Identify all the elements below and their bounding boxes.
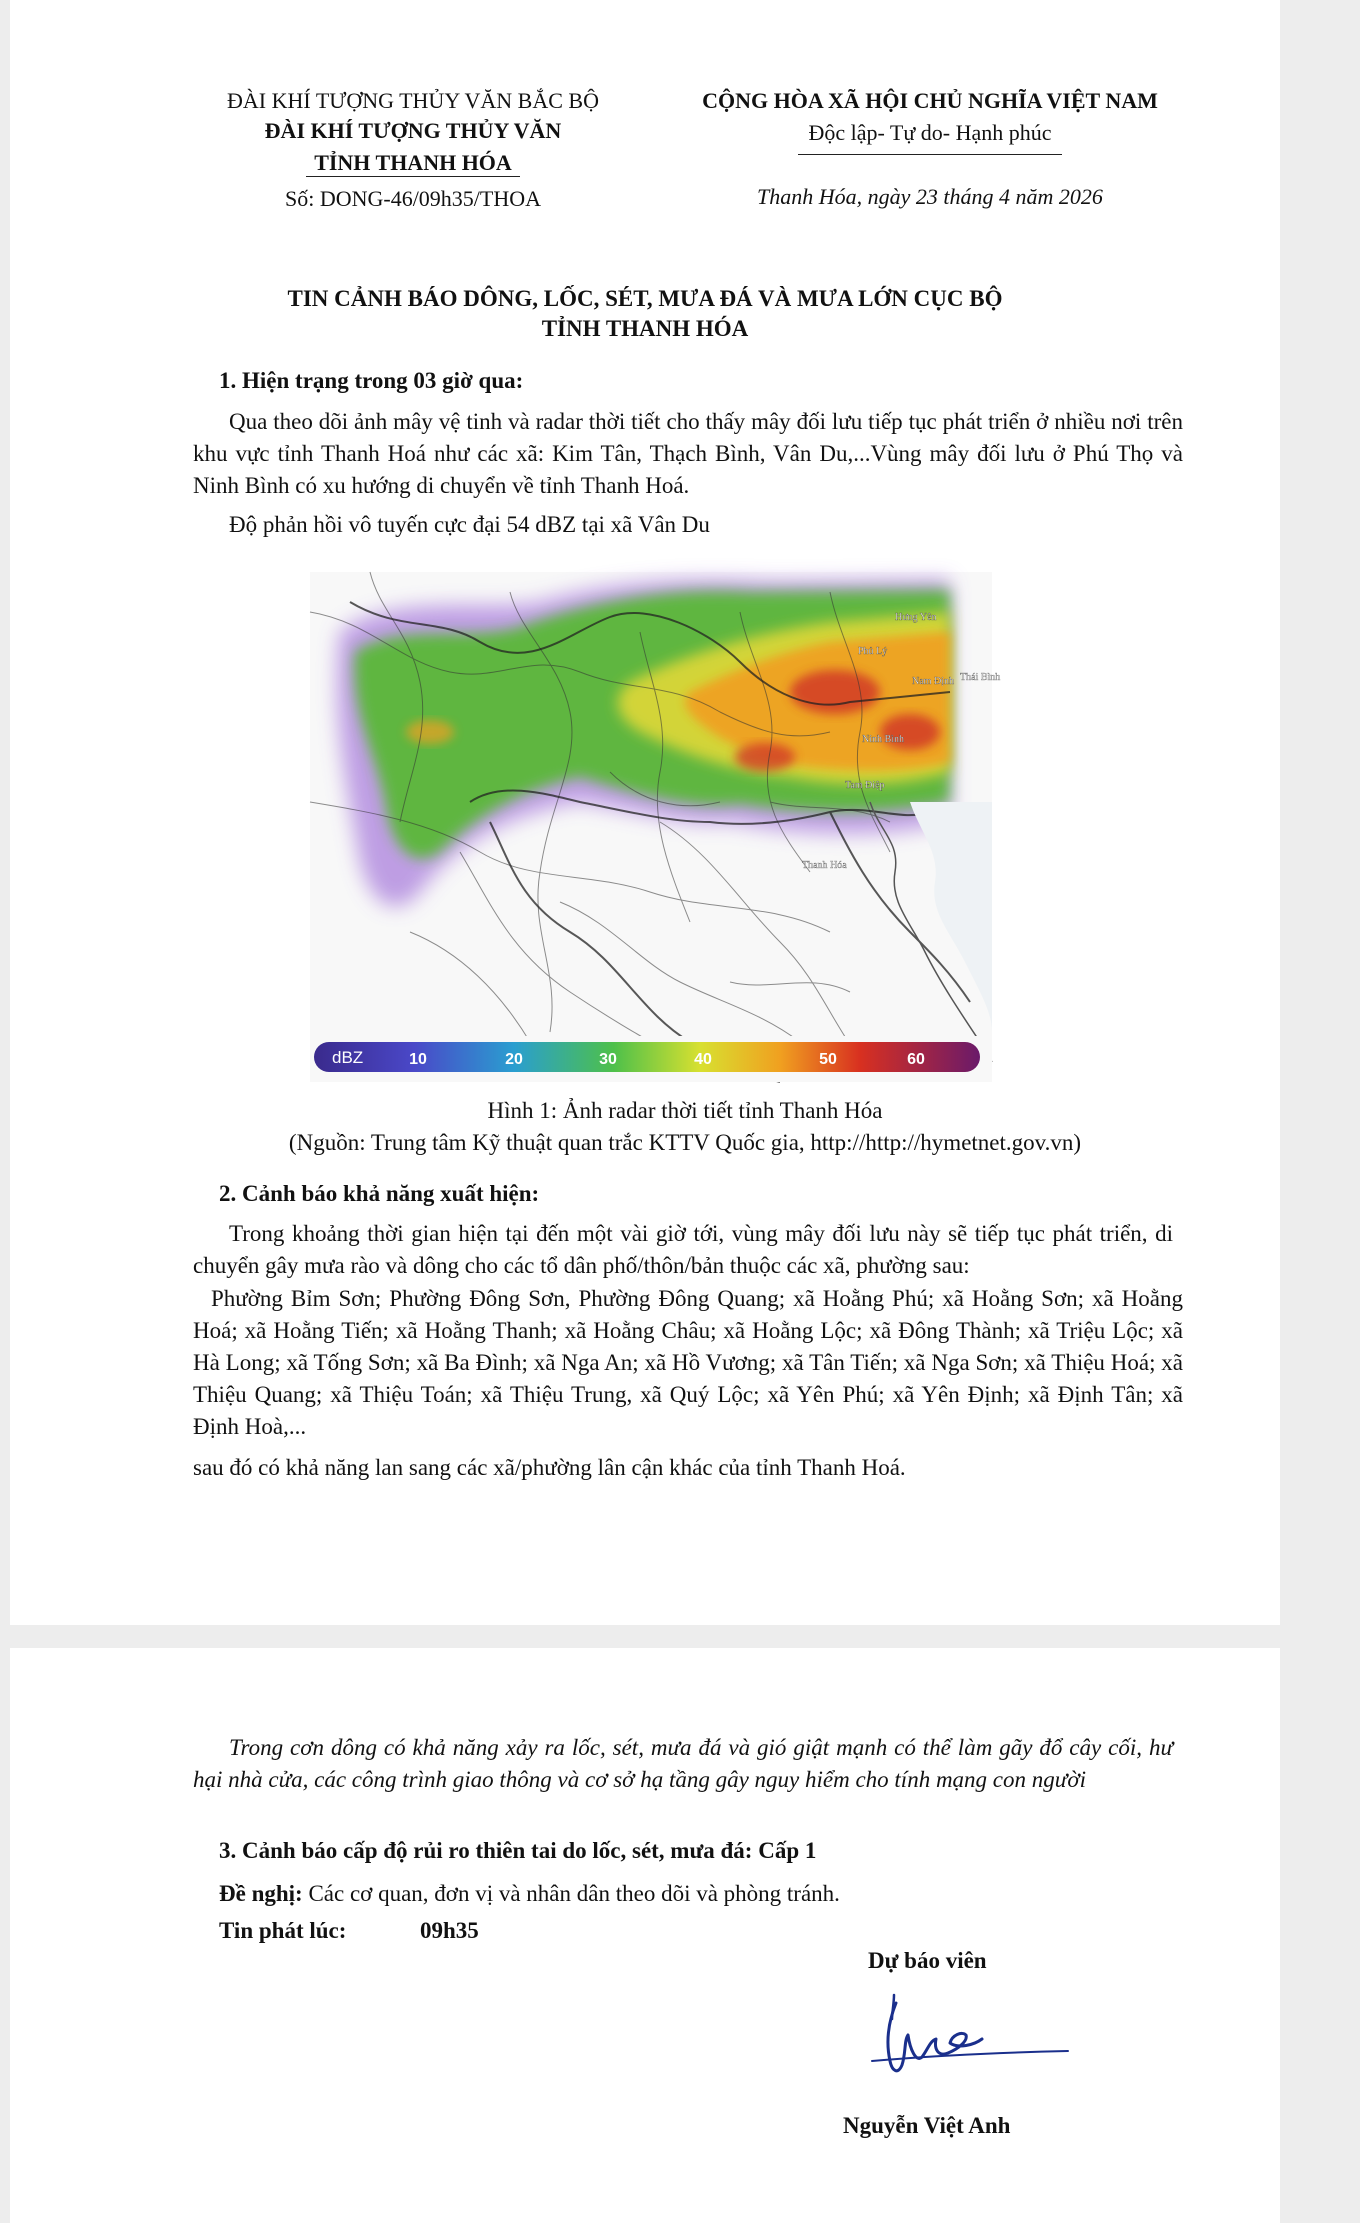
radar-map bbox=[310, 572, 1001, 1082]
legend-tick: 20 bbox=[505, 1051, 523, 1068]
section-1-heading: 1. Hiện trạng trong 03 giờ qua: bbox=[219, 368, 524, 393]
spread-note: sau đó có khả năng lan sang các xã/phường lân cận khác của tỉnh Thanh Hoá. bbox=[193, 1455, 906, 1480]
proposal-line bbox=[219, 1881, 840, 1907]
forecaster-name: Nguyễn Việt Anh bbox=[843, 2113, 1011, 2138]
place-label: Thanh Hóa bbox=[802, 860, 847, 871]
section-3-heading: 3. Cảnh báo cấp độ rủi ro thiên tai do lốc, sét, mưa đá: Cấp 1 bbox=[219, 1838, 817, 1863]
radar-echo-core-1 bbox=[790, 670, 880, 714]
issued-label: Tin phát lúc: bbox=[219, 1918, 347, 1943]
proposal-text: Các cơ quan, đơn vị và nhân dân theo dõi và phòng tránh. bbox=[308, 1881, 840, 1906]
issued-time: 09h35 bbox=[420, 1918, 479, 1943]
figure-source: (Nguồn: Trung tâm Kỹ thuật quan trắc KTTV Quốc gia, http://http://hymetnet.gov.vn) bbox=[288, 1130, 1082, 1155]
radar-echo-core-4 bbox=[406, 720, 454, 744]
reflectivity-note: Độ phản hồi vô tuyến cực đại 54 dBZ tại xã Vân Du bbox=[229, 512, 710, 537]
section-2-paragraph: Trong khoảng thời gian hiện tại đến một vài giờ tới, vùng mây đối lưu này sẽ tiếp tục phát triển, di chuyển gây mưa rào và dông cho các tổ dân phố/thôn/bản thuộc các xã, phường sau: bbox=[193, 1221, 1173, 1278]
proposal-label: Đề nghị: bbox=[219, 1881, 303, 1906]
document-title: TIN CẢNH BÁO DÔNG, LỐC, SÉT, MƯA ĐÁ VÀ MƯA LỚN CỤC BỘ bbox=[287, 286, 1003, 311]
legend-unit: dBZ bbox=[332, 1048, 364, 1067]
legend-tick: 40 bbox=[694, 1051, 712, 1068]
legend-tick: 30 bbox=[599, 1051, 617, 1068]
place-label: Phủ Lý bbox=[858, 646, 888, 657]
agency-province-text: TỈNH THANH HÓA bbox=[306, 150, 520, 177]
document-title-province: TỈNH THANH HÓA bbox=[541, 316, 749, 341]
legend-tick: 10 bbox=[409, 1051, 427, 1068]
section-2-heading: 2. Cảnh báo khả năng xuất hiện: bbox=[219, 1181, 540, 1206]
affected-places: Phường Bỉm Sơn; Phường Đông Sơn, Phường Đông Quang; xã Hoằng Phú; xã Hoằng Sơn; xã Hoằng Hoá; xã Hoằng Tiến; xã Hoằng Thanh; xã Hoằng Châu; xã Hoằng Lộc; xã Đông Thành; xã Triệu Lộc; xã Hà Long; xã Tống Sơn; xã Ba Đình; xã Nga An; xã Hồ Vương; xã Tân Tiến; xã Nga Sơn; xã Thiệu Hoá; xã Thiệu Quang; xã Thiệu Toán; xã Thiệu Trung, xã Quý Lộc; xã Yên Phú; xã Yên Định; xã Định Tân; xã Định Hoà,... bbox=[193, 1286, 1183, 1439]
forecaster-title: Dự báo viên bbox=[868, 1948, 987, 1973]
agency-province bbox=[188, 150, 638, 176]
place-label: Thái Bình bbox=[960, 672, 1001, 683]
agency-name: ĐÀI KHÍ TƯỢNG THỦY VĂN bbox=[264, 118, 562, 143]
legend-tick: 50 bbox=[819, 1051, 837, 1068]
handwritten-signature bbox=[858, 1983, 1078, 2093]
figure-caption: Hình 1: Ảnh radar thời tiết tỉnh Thanh Hóa bbox=[487, 1098, 883, 1123]
place-label: Tam Điệp bbox=[845, 780, 885, 791]
national-title: CỘNG HÒA XÃ HỘI CHỦ NGHĨA VIỆT NAM bbox=[702, 88, 1158, 113]
section-1-paragraph: Qua theo dõi ảnh mây vệ tinh và radar thời tiết cho thấy mây đối lưu tiếp tục phát triển ở nhiều nơi trên khu vực tỉnh Thanh Hoá như các xã: Kim Tân, Thạch Bình, Vân Du,...Vùng mây đối lưu ở Phú Thọ và Ninh Bình có xu hướng di chuyển về tỉnh Thanh Hoá. bbox=[193, 409, 1183, 498]
document-number: Số: DONG-46/09h35/THOA bbox=[284, 186, 542, 211]
signature-graphic bbox=[858, 1983, 1078, 2093]
document-page-2 bbox=[10, 1648, 1280, 2223]
radar-echo-core-2 bbox=[735, 743, 795, 771]
radar-image bbox=[310, 572, 1001, 1082]
place-label: Ninh Bình bbox=[862, 734, 904, 745]
document-page-1 bbox=[10, 0, 1280, 1625]
hazard-warning: Trong cơn dông có khả năng xảy ra lốc, sét, mưa đá và gió giật mạnh có thể làm gãy đổ cây cối, hư hại nhà cửa, các công trình giao thông và cơ sở hạ tầng gây nguy hiểm cho tính mạng con người bbox=[193, 1735, 1173, 1792]
agency-name-parent: ĐÀI KHÍ TƯỢNG THỦY VĂN BẮC BỘ bbox=[227, 88, 599, 113]
national-motto: Độc lập- Tự do- Hạnh phúc bbox=[808, 120, 1052, 145]
motto-underline bbox=[798, 154, 1062, 155]
place-label: Hưng Yên bbox=[895, 612, 937, 623]
issue-date: Thanh Hóa, ngày 23 tháng 4 năm 2026 bbox=[757, 184, 1103, 209]
place-label: Nam Định bbox=[912, 676, 954, 687]
legend-tick: 60 bbox=[907, 1051, 925, 1068]
